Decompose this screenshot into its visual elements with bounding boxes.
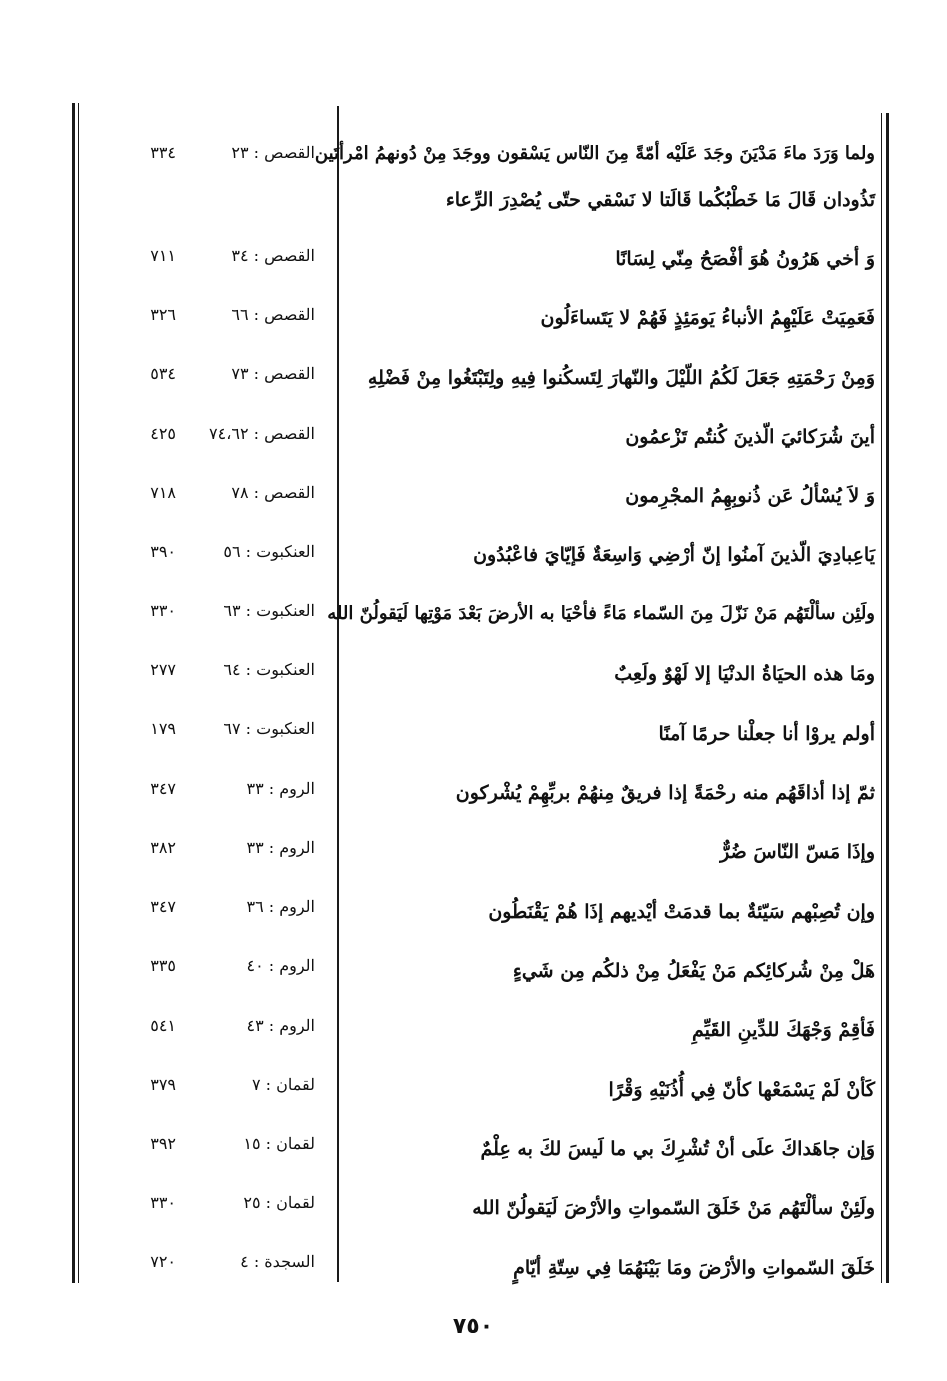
page-number: ٥٣٤	[150, 364, 176, 383]
page-number: ٣٤٧	[150, 779, 176, 798]
verse-reference: القصص : ٦٦	[231, 305, 315, 324]
verse-reference: القصص : ٧٨	[231, 483, 315, 502]
verse-reference: القصص : ٢٣	[231, 143, 315, 162]
page-number: ٣٣٠	[150, 601, 176, 620]
page-number: ٣٣٥	[150, 956, 176, 975]
verse-reference: الروم : ٣٣	[246, 838, 315, 857]
verse-reference: القصص : ٣٤	[231, 246, 315, 265]
verse-reference: الروم : ٣٦	[246, 897, 315, 916]
page-number: ٣٤٧	[150, 897, 176, 916]
page-number: ٣٣٠	[150, 1193, 176, 1212]
right-border-rule-outer	[886, 113, 889, 1283]
verse-reference: الروم : ٣٣	[246, 779, 315, 798]
page-number: ٣٢٦	[150, 305, 176, 324]
right-border-rule-inner	[881, 113, 882, 1283]
footer-page-number: ٧٥٠	[452, 1314, 494, 1339]
verse-reference: العنكبوت : ٦٣	[223, 601, 315, 620]
page-number: ٧١٨	[150, 483, 176, 502]
verse-text: وَمِنْ رَحْمَتِهِ جَعَلَ لَكُمُ اللّيْلَ والنّهارَ لِتَسكُنوا فِيهِ ولِتَبْتَغُوا مِنْ فَضْلِهِ	[367, 367, 875, 389]
verse-reference: لقمان : ٢٥	[243, 1193, 315, 1212]
page-number: ٢٧٧	[150, 660, 176, 679]
page-number: ٣٧٩	[150, 1075, 176, 1094]
verse-reference: القصص : ٧٤،٦٢	[209, 424, 315, 443]
left-border-rule-inner	[78, 103, 79, 1283]
verse-text: وَ أخي هَرُونُ هُوَ أفْصَحُ مِنّي لِسَانًا	[615, 248, 875, 270]
verse-text: ثمّ إذا أذاقَهُم منه رحْمَةً إذا فريقٌ مِنهُمْ بربِّهِمْ يُشْركون	[455, 782, 875, 804]
page-number: ٥٤١	[150, 1016, 176, 1035]
page-number: ٣٣٤	[150, 143, 176, 162]
verse-text: خَلَقَ السّمواتِ والأرْضَ ومَا بَيْنَهُمَا فِي سِتّةِ أيّامٍ	[513, 1257, 875, 1279]
verse-text-continued: تَذُودان قَالَ مَا خَطْبُكُما قَالَتا لا نَسْقي حتّى يُصْدِرَ الرِّعاء	[445, 189, 875, 211]
page-number: ٣٩٠	[150, 542, 176, 561]
verse-text: فَعَمِيَتْ عَلَيْهِمُ الأنباءُ يَومَئِذٍ فَهُمْ لا يَتَساءَلُون	[540, 307, 875, 329]
verse-reference: السجدة : ٤	[240, 1252, 315, 1271]
page-number: ٧١١	[150, 246, 176, 265]
verse-reference: الروم : ٤٣	[246, 1016, 315, 1035]
verse-reference: العنكبوت : ٦٤	[223, 660, 315, 679]
verse-reference: لقمان : ٧	[252, 1075, 315, 1094]
column-divider-rule	[337, 106, 339, 1282]
verse-text: فَأقِمْ وَجْهَكَ للدِّينِ القَيِّمِ	[692, 1019, 875, 1041]
page-number: ٤٢٥	[150, 424, 176, 443]
verse-text: ومَا هذه الحيَاةُ الدنْيَا إلا لَهْوٌ ولَعِبٌ	[614, 663, 875, 685]
verse-text: وإذَا مَسّ النّاسَ ضُرٌّ	[720, 841, 875, 863]
verse-text: ولَئِنْ سألْتَهُم مَنْ خَلَقَ السّمواتِ والأرْضَ لَيَقولُنّ الله	[472, 1197, 875, 1219]
verse-text: أينَ شُرَكائيَ الّذينَ كُنتُم تَزْعمُون	[625, 426, 875, 448]
page-number: ١٧٩	[150, 719, 176, 738]
verse-text: وإن تُصِبْهم سَيّئةٌ بما قدمَتْ أيْديهم إذَا هُمْ يَقْنَطُون	[488, 901, 875, 923]
left-border-rule-outer	[72, 103, 75, 1283]
verse-reference: العنكبوت : ٦٧	[223, 719, 315, 738]
page-number: ٣٨٢	[150, 838, 176, 857]
verse-reference: العنكبوت : ٥٦	[223, 542, 315, 561]
verse-text: وَإن جاهَداكَ علَى أنْ تُشْرِكَ بي ما لَيسَ لكَ به عِلْمٌ	[480, 1138, 875, 1160]
verse-text: أولم يروْا أنا جعلْنا حرمًا آمنًا	[658, 723, 875, 745]
verse-text: كَأنْ لَمْ يَسْمَعْها كأنّ فِي أُذُنَيْهِ وَقْرًا	[608, 1079, 875, 1101]
verse-text: وَ لاَ يُسْألُ عَن ذُنوبِهِمُ المجْرِمون	[625, 485, 875, 507]
verse-text: هَلْ مِنْ شُركائِكم مَنْ يَفْعَلُ مِنْ ذلكُم مِن شَيءٍ	[512, 960, 875, 982]
verse-reference: القصص : ٧٣	[231, 364, 315, 383]
verse-reference: الروم : ٤٠	[246, 956, 315, 975]
verse-text: يَاعِبادِيَ الّذينَ آمنُوا إنّ أرْضِي وَاسِعَةٌ فَإيّايَ فاعْبُدُون	[473, 544, 875, 566]
verse-text: ولَئِن سألْتَهُم مَنْ نَزّلَ مِنَ السّماء مَاءً فأحْيَا به الأرضَ بَعْدَ مَوْتِها لَيَقولُنّ الله	[327, 603, 875, 624]
page-number: ٧٢٠	[150, 1252, 176, 1271]
page-number: ٣٩٢	[150, 1134, 176, 1153]
verse-reference: لقمان : ١٥	[243, 1134, 315, 1153]
verse-text: ولما وَرَدَ ماءَ مَدْيَنَ وجَدَ عَلَيْه أمّةً مِنَ النّاس يَسْقون ووجَدَ مِنْ دُونهمُ امْرأتَين	[314, 143, 875, 164]
